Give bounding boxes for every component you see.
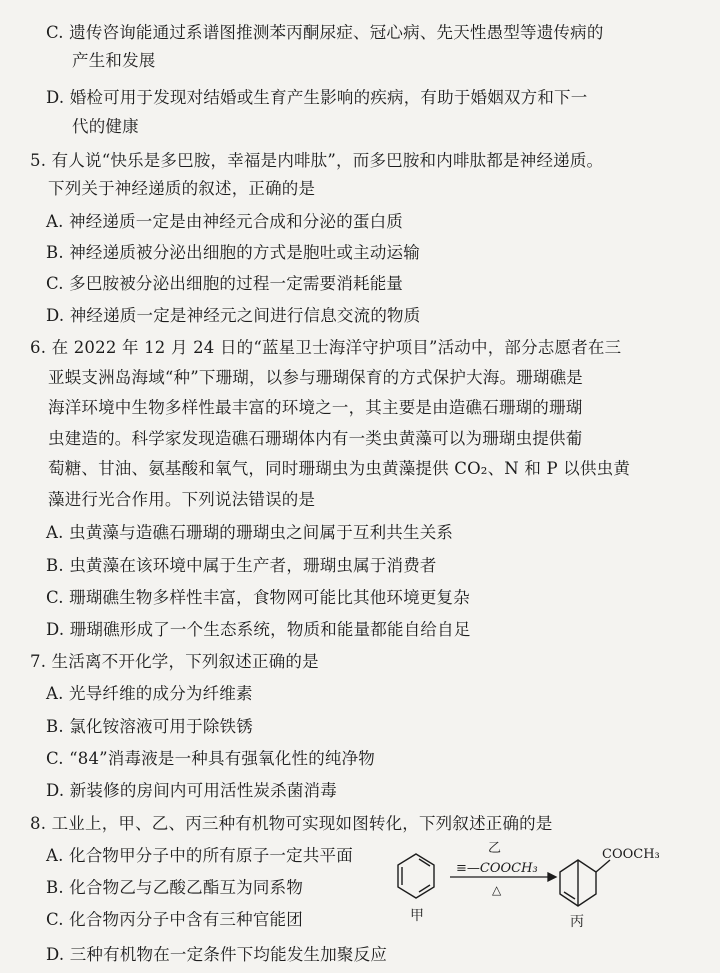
q4-option-d-cont: 代的健康 [72, 117, 139, 136]
q6-option-d: D. 珊瑚礁形成了一个生态系统，物质和能量都能自给自足 [46, 620, 471, 639]
q8-option-d: D. 三种有机物在一定条件下均能发生加聚反应 [46, 945, 388, 964]
reagent-formula: ≡—COOCH₃ [456, 861, 538, 876]
compound-bing-structure [560, 860, 610, 906]
q6-option-b: B. 虫黄藻在该环境中属于生产者，珊瑚虫属于消费者 [46, 556, 437, 575]
q6-option-a: A. 虫黄藻与造礁石珊瑚的珊瑚虫之间属于互利共生关系 [46, 523, 454, 542]
q7-stem: 7. 生活离不开化学，下列叙述正确的是 [30, 652, 319, 671]
q4-option-c: C. 遗传咨询能通过系谱图推测苯丙酮尿症、冠心病、先天性愚型等遗传病的 [46, 23, 604, 42]
q7-option-b: B. 氯化铵溶液可用于除铁锈 [46, 717, 253, 736]
label-jia: 甲 [410, 908, 424, 924]
reaction-scheme [392, 836, 712, 946]
label-bing: 丙 [570, 914, 584, 930]
q5-option-c: C. 多巴胺被分泌出细胞的过程一定需要消耗能量 [46, 274, 404, 293]
q5-option-b: B. 神经递质被分泌出细胞的方式是胞吐或主动运输 [46, 243, 420, 262]
q8-stem: 8. 工业上，甲、乙、丙三种有机物可实现如图转化，下列叙述正确的是 [30, 814, 553, 833]
heat-condition: △ [492, 883, 502, 897]
q5-stem: 5. 有人说“快乐是多巴胺，幸福是内啡肽”，而多巴胺和内啡肽都是神经递质。 [30, 151, 604, 170]
q6-stem-4: 虫建造的。科学家发现造礁石珊瑚体内有一类虫黄藻可以为珊瑚虫提供葡 [48, 429, 583, 448]
q7-option-d: D. 新装修的房间内可用活性炭杀菌消毒 [46, 781, 337, 800]
q5-option-a: A. 神经递质一定是由神经元合成和分泌的蛋白质 [46, 212, 404, 231]
q4-option-c-cont: 产生和发展 [72, 51, 156, 70]
q8-option-b: B. 化合物乙与乙酸乙酯互为同系物 [46, 878, 304, 897]
q6-stem-5: 萄糖、甘油、氨基酸和氧气，同时珊瑚虫为虫黄藻提供 CO₂、N 和 P 以供虫黄 [48, 459, 631, 478]
q7-option-a: A. 光导纤维的成分为纤维素 [46, 684, 253, 703]
product-group: COOCH₃ [602, 847, 660, 862]
q7-option-c: C. “84”消毒液是一种具有强氧化性的纯净物 [46, 749, 375, 768]
q8-option-a: A. 化合物甲分子中的所有原子一定共平面 [46, 846, 353, 865]
label-yi: 乙 [488, 841, 502, 856]
q5-stem-cont: 下列关于神经递质的叙述，正确的是 [48, 179, 316, 198]
q6-stem-1: 6. 在 2022 年 12 月 24 日的“蓝星卫士海洋守护项目”活动中，部分志愿者在三 [30, 338, 622, 357]
q5-option-d: D. 神经递质一定是神经元之间进行信息交流的物质 [46, 306, 421, 325]
q4-option-d: D. 婚检可用于发现对结婚或生育产生影响的疾病，有助于婚姻双方和下一 [46, 88, 588, 107]
q6-stem-6: 藻进行光合作用。下列说法错误的是 [48, 490, 316, 509]
q6-stem-3: 海洋环境中生物多样性最丰富的环境之一，其主要是由造礁石珊瑚的珊瑚 [48, 398, 583, 417]
q6-option-c: C. 珊瑚礁生物多样性丰富，食物网可能比其他环境更复杂 [46, 588, 470, 607]
q6-stem-2: 亚蜈支洲岛海域“种”下珊瑚，以参与珊瑚保育的方式保护大海。珊瑚礁是 [48, 368, 583, 387]
compound-jia-structure [398, 854, 434, 898]
q8-option-c: C. 化合物丙分子中含有三种官能团 [46, 910, 303, 929]
